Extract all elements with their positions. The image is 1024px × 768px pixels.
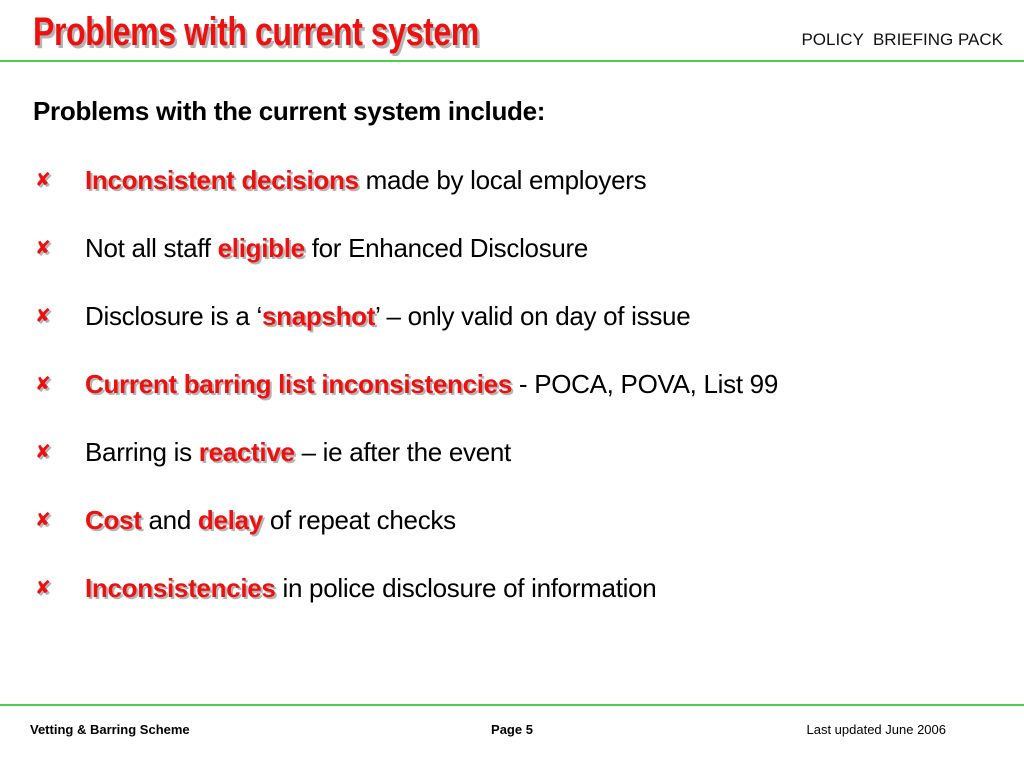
- cross-bullet-icon: ✘: [35, 237, 51, 259]
- header-divider-line: [0, 60, 1024, 62]
- bullet-row: [0, 572, 1024, 640]
- highlighted-text: Inconsistencies: [85, 573, 276, 603]
- bullet-row: [0, 300, 1024, 368]
- bullet-list: [0, 164, 1024, 640]
- intro-heading: Problems with the current system include:: [33, 96, 546, 126]
- bullet-text: [85, 572, 656, 604]
- cross-bullet-icon: ✘: [35, 373, 51, 395]
- slide-title: Problems with current system: [33, 10, 479, 54]
- bullet-text: [85, 368, 778, 400]
- plain-text: for Enhanced Disclosure: [304, 233, 589, 263]
- cross-bullet-icon: ✘: [35, 305, 51, 327]
- highlighted-text: reactive: [198, 437, 295, 467]
- footer-page-number: Page 5: [491, 722, 533, 737]
- highlighted-text: delay: [197, 505, 263, 535]
- footer-last-updated: Last updated June 2006: [806, 722, 946, 737]
- bullet-row: [0, 164, 1024, 232]
- policy-briefing-pack-label: POLICY BRIEFING PACK: [801, 30, 1003, 49]
- cross-bullet-icon: ✘: [35, 509, 51, 531]
- highlighted-text: Cost: [85, 505, 142, 535]
- footer-scheme-label: Vetting & Barring Scheme: [30, 722, 190, 737]
- bullet-row: [0, 368, 1024, 436]
- highlighted-text: snapshot: [261, 301, 376, 331]
- highlighted-text: Inconsistent decisions: [85, 165, 359, 195]
- plain-text: - POCA, POVA, List 99: [511, 369, 778, 399]
- bullet-text: [85, 504, 456, 536]
- plain-text: in police disclosure of information: [275, 573, 657, 603]
- cross-bullet-icon: ✘: [35, 169, 51, 191]
- cross-bullet-icon: ✘: [35, 577, 51, 599]
- bullet-row: [0, 504, 1024, 572]
- highlighted-text: Current barring list inconsistencies: [85, 369, 512, 399]
- highlighted-text: eligible: [217, 233, 305, 263]
- plain-text: – ie after the event: [294, 437, 511, 467]
- plain-text: of repeat checks: [262, 505, 456, 535]
- bullet-text: [85, 232, 588, 264]
- plain-text: made by local employers: [358, 165, 647, 195]
- plain-text: Barring is: [85, 437, 199, 467]
- plain-text: and: [141, 505, 198, 535]
- cross-bullet-icon: ✘: [35, 441, 51, 463]
- bullet-text: [85, 436, 511, 468]
- plain-text: Disclosure is a ‘: [85, 301, 262, 331]
- bullet-row: [0, 232, 1024, 300]
- plain-text: ’ – only valid on day of issue: [375, 301, 691, 331]
- plain-text: Not all staff: [85, 233, 218, 263]
- footer-divider-line: [0, 704, 1024, 706]
- bullet-row: [0, 436, 1024, 504]
- bullet-text: [85, 164, 646, 196]
- bullet-text: [85, 300, 690, 332]
